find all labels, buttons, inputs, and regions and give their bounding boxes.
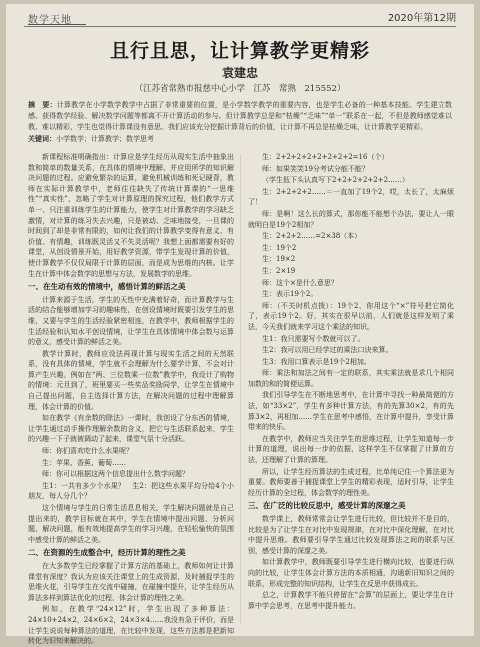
paragraph: 师：是啊！这么长的算式，那你能不能想个办法，要让人一眼就明白是19个2相加？ (248, 209, 454, 229)
keywords-text: 小学数学；计算教学；数学思考 (56, 135, 154, 143)
paragraph: 计算来源于生活，学生的天性中充满着好奇，而计算教学与生活的结合能够增加学习的趣味性，在创设情境时既要引发学生的思维，又要与学生的生活经验紧密相连，在教学中，教师根据学生的生活经验和认知水平创设情境，让学生在具体情境中体会数与运算的意义，感受计算的鲜活之美。 (28, 295, 234, 347)
paragraph: 这个情境与学生的日常生活息息相关，学生解决问题就是自己提出来的，教学目标就在其中，学生在情境中提出问题、分析问题、解决问题，能有效地提高学生的学习兴趣，在轻松愉快的氛围中感受计算的鲜活之美。 (28, 504, 234, 544)
paragraph: 新课程标准明确指出：计算应是学生经历从现实生活中抽象出数和简单的数量关系，在具体的情境中理解、并应用所学的知识解决问题的过程。应避免繁杂的运算，避免机械训练和死记硬背，教师在实际计算教学中，老师往往缺失了传统计算课的“一思维性”“真实性”，忽略了学生对计算原理的探究过程，他们教学方式单一、只注重训练学生的计算能力，使学生对计算教学的学习缺乏激情，对计算的练习失去兴趣，只是被动、乏味地接受，一旦课的时间到了却是非常有限的，如何让我们的计算教学变得有意义、有价值、有情趣，训练既灵活又不失灵活呢？我想上面都需要有好的课堂，从创设情景开始，用好教学资源，带学生发现计算的价值，使计算教学不仅仅局限于计算的层面，而是成为思维的内核。让学生在计算中体会数学的思想与方法，发展数学的思维。 (28, 153, 234, 278)
paragraph: 总之，计算教学不能只停留在“会算”的层面上，要让学生在计算中学会思考，在思考中提升能力。 (248, 591, 454, 610)
journal-page (6, 4, 474, 646)
paragraph: 师：如果笑笑19分考试分能不能？ (262, 164, 369, 173)
abstract-label: 摘 要： (28, 101, 57, 109)
paragraph: 数学课上，教师常常会让学生进行比较，但比较并不是目的，比较是为了让学生在对比中发现规律，在对比中深化理解，在对比中提升思维。教师要引导学生通过比较发现算法之间的联系与区别，感受计算的深邃之美。 (248, 515, 454, 555)
paragraph: 生：2+2+2……=2×38（本） (262, 232, 362, 241)
keywords-label: 关键词： (28, 135, 56, 143)
keywords (28, 134, 452, 144)
paragraph: 生：2×19 (262, 266, 296, 275)
paragraph: 师：你可以根据这两个信息提出什么数学问题？ (42, 470, 189, 479)
issue-number: 2020年第12期 (387, 13, 456, 24)
paragraph: 生：2+2+2+2……＝一直加了19个2，哎，太长了，太麻烦了！ (248, 187, 454, 207)
paragraph: 如计算教学中，教师既要引导学生进行横向比较，也要进行纵向的比较，让学生体会计算方法的本质相通，沟通新旧知识之间的联系，形成完整的知识结构，让学生在反思中获得成长。 (248, 558, 454, 588)
paragraph: 生：19个2 (262, 243, 297, 252)
paragraph: 生1：一共有多少个水果？ 生2：把这些水果平均分给4个小朋友，每人分几个？ (28, 481, 234, 501)
paragraph: 师：乘法和加法之间有一定的联系，其实乘法就是求几个相同加数的和的简便运算。 (248, 369, 454, 388)
paragraph: 我们引导学生在不断地思考中，在计算中寻找一种最简便的方法，如“33×2”，学生有多种计算方法，有的先算30×2，有的先算3×2，再相加……学生在思考中感悟，在计算中提升，享受计算带来的快乐。 (248, 391, 454, 432)
section-heading: 三、在广泛的比较反思中，感受计算的深邃之美 (248, 501, 406, 511)
paragraph: （学生低下头认真写下2+2+2+2+2+2……） (262, 176, 410, 185)
paragraph: 教学计算时，教师应设法再现计算与现实生活之间的天然联系，没有具体的情境，学生就不会理解为什么要学计算，不会对计算产生兴趣。例如在“两、三位数乘一位数”教学中，我设计了购物的情境：元旦到了，班里要买一些奖品奖励同学，让学生在情境中自己提出问题，自主选择计算方法，在解决问题的过程中理解算理，体会计算的价值。 (28, 349, 234, 411)
paragraph: 生2：我可以用已经学过的乘法口诀来算。 (262, 346, 393, 355)
paragraph: 师：你们喜欢吃什么水果呢？ (42, 447, 133, 456)
abstract-text: 计算教学在小学数学教学中占据了非常重要的位置，是小学数学教学的重要内容，也是学生必备的一种基本技能。学生建立数感、获得数学经验、解决数学问题等都离不开计算活动的参与。但计算教学总是和“枯燥”“乏味”“单一”联系在一起，不但是教师感觉难以教、难以精彩，学生也觉得计算课没有意思。我们应该充分挖掘计算背后的价值，让计算不再总是枯燥乏味，让计算教学更精彩。 (28, 101, 453, 131)
column-divider (240, 154, 241, 624)
abstract (28, 100, 452, 133)
body-column-left (28, 152, 234, 646)
paragraph: 如在教学《有余数的除法》一课时，我创设了分东西的情境，让学生通过动手操作理解余数的含义，把它与生活联系起来，学生的兴趣一下子就被调动了起来，课堂气氛十分活跃。 (28, 414, 234, 444)
section-heading: 一、在生动有效的情境中，感悟计算的鲜活之美 (28, 282, 186, 292)
article-author: 袁建忠 (221, 66, 258, 80)
paragraph: 生3：我用口算表示是19个2相加。 (262, 357, 371, 366)
paragraph: 师：（不关时机点拨）：19个2，你用这个“×”符号把它简化了，表示19个2。好，其实在很早以前，人们就是这样发明了乘法，今天我们就来学习这个乘法的知识。 (248, 301, 454, 331)
paragraph: 生：19×2 (262, 255, 296, 264)
paragraph: 生：表示19个2。 (262, 290, 318, 299)
paragraph: 在大多数学生已经掌握了计算方法的基础上，教师如何让计算课堂有深度？我认为应该关注课堂上的生成资源，及时捕捉学生的思维火花，引导学生在交流中碰撞，在碰撞中提升，让学生经历从算法多样到算法优化的过程，体会计算的理性之美。 (28, 561, 234, 602)
paragraph: 生：2+2+2+2+2+2+2+2=16（个） (262, 153, 389, 161)
author-affiliation: （江苏省常熟市报慈中心小学 江苏 常熟 215552） (134, 84, 346, 94)
body-column-right (248, 152, 454, 628)
paragraph: 生：苹果、香蕉、葡萄…… (42, 458, 126, 467)
journal-logo (28, 6, 86, 25)
header-rule (24, 26, 456, 27)
paragraph: 所以，让学生经历算法的生成过程，比单纯记住一个算法更为重要。教师要善于捕捉课堂上学生的精彩表现，适时引导，让学生经历计算的全过程，体会数学的理性美。 (248, 467, 454, 497)
paragraph: 在教学中，教师应当关注学生的思维过程，让学生知道每一步计算的道理，说出每一步的依据，这样学生不仅掌握了计算的方法，还理解了计算的算理。 (248, 434, 454, 465)
journal-name: 数学天地 (28, 15, 72, 26)
page-header (6, 4, 474, 28)
paragraph: 例如，在教学“24×12”时，学生出现了多种算法：24×10+24×2，24×6×2，24×3×4……我没有急于评价，而是让学生说说每种算法的道理，在比较中发现，这些方法都是把新知转化为旧知来解决的。 (28, 605, 234, 646)
paragraph: 师：这个×是什么意思？ (262, 278, 338, 287)
paragraph: 生1：我只需要写个数就可以了。 (262, 334, 365, 343)
section-heading: 二、在资源的生成整合中，经历计算的理性之美 (28, 548, 186, 558)
article-title: 且行且思，让计算教学更精彩 (109, 40, 370, 62)
